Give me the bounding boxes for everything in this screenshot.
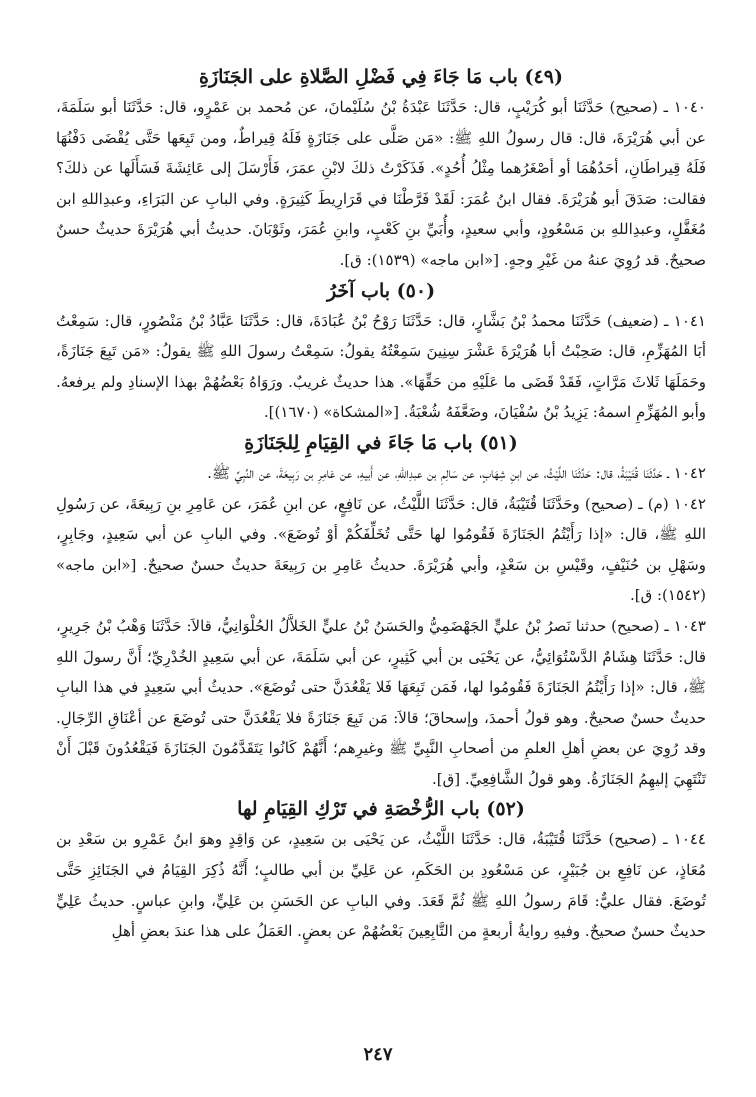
text-column bbox=[56, 62, 706, 947]
hadith-1041: ١٠٤١ ـ (ضعيف) حَدَّثَنَا محمدُ بْنُ بَشَّارٍ، قال: حَدَّثَنَا رَوْحُ بْنُ عُبَادَةَ، قال: حَدَّثَنَا عَبَّادُ بْنُ مَنْصُورٍ، قال: سَمِعْتُ أبَا المُهَزِّمِ، قال: صَحِبْتُ أبا هُرَيْرَةَ عَشْرَ سِنِينَ سَمِعْتُهُ يقولُ: سَمِعْتُ رسولَ اللهِ ﷺ يقولُ: «مَن تَبِعَ جَنَازَةً، وحَمَلَهَا ثَلاثَ مَرَّاتٍ، فَقَدْ قَضَى ما عَلَيْهِ من حَقِّهَا». هذا حديثٌ غريبٌ. ورَوَاهُ بَعْضُهُمْ بهذا الإسنادِ ولم يرفعهُ. وأبو المُهَزِّمِ اسمهُ: يَزِيدُ بْنُ سُفْيَانَ، وضَعَّفَهُ شُعْبَةُ. [«المشكاة» (١٦٧٠)]. bbox=[56, 311, 706, 422]
page-number: ٢٤٧ bbox=[363, 1044, 393, 1065]
hadith-1042m: ١٠٤٢ (م) ـ (صحيح) وحَدَّثَنَا قُتَيْبَةُ، قال: حَدَّثَنَا اللَّيْثُ، عن نَافِعٍ، عن ابنِ عُمَرَ، عن عَامِرِ بنِ رَبِيعَةَ، عن رَسُولِ اللهِ ﷺ، قال: «إذا رَأَيْتُمُ الجَنَازَةَ فَقُومُوا لها حَتَّى تُخَلِّفَكُمْ أوْ تُوضَعَ». وفي البابِ عن أبي سَعِيدٍ، وجَابِرٍ، وسَهْلِ بن حُنَيْفٍ، وقَيْسِ بن سَعْدٍ، وأبي هُرَيْرَةَ. حديثُ عَامِرِ بن رَبِيعَةَ حديثٌ حسنٌ صحيحٌ. [«ابن ماجه» (١٥٤٢): ق]. bbox=[56, 494, 706, 605]
hadith-1042: ١٠٤٢ ـ حَدَّثَنَا قُتَيْبَةُ، قال: حَدَّثَنَا اللَّيْثُ، عن ابنِ شِهَابٍ، عن سَالِمِ بن عبدِاللهِ، عن أَبيهِ، عن عَامِرِ بن رَبِيعَةَ، عن النَّبِيِّ ﷺ. bbox=[207, 463, 706, 482]
hadith-1043: ١٠٤٣ ـ (صحيح) حدثنا نَصرُ بْنُ عليٍّ الجَهْضَمِيُّ والحَسَنُ بْنُ عليٍّ الخَلاَّلُ الحُلْوَانِيُّ، قالاَ: حَدَّثَنَا وَهْبُ بْنُ جَرِيرٍ، قال: حَدَّثَنَا هِشَامٌ الدَّسْتُوَائِيُّ، عن يَحْيَى بن أبي كَثِيرٍ، عن أبي سَلَمَةَ، عن أبي سَعِيدٍ الخُدْرِيِّ؛ أَنَّ رسولَ اللهِ ﷺ، قال: «إذا رَأَيْتُمُ الجَنَازَةَ فَقُومُوا لها، فَمَن تَبِعَهَا فَلا يَقْعُدَنَّ حتى تُوضَعَ». حديثُ أبي سَعِيدٍ في هذا البابِ حديثٌ حسنٌ صحيحٌ. وهو قولُ أحمدَ، وإسحاقَ؛ قالاَ: مَن تَبِعَ جَنَازَةً فلا يَقْعُدَنَّ حتى تُوضَعَ عن أعْنَاقِ الرِّجَالِ. وقد رُوِيَ عن بعضِ أهلِ العلمِ من أصحابِ النَّبِيِّ ﷺ وغيرِهم؛ أَنَّهُمْ كَانُوا يَتَقَدَّمُونَ الجَنَازَةَ فَيَقْعُدُونَ قَبْلَ أَنْ تَنْتَهِيَ إليهِمُ الجَنَازَةُ. وهو قولُ الشَّافِعِيِّ. [ق]. bbox=[56, 616, 706, 788]
chapter-heading-50: (٥٠) باب آخَرُ bbox=[326, 279, 436, 302]
chapter-heading-51: (٥١) باب مَا جَاءَ في القِيَامِ لِلجَنَازَةِ bbox=[244, 431, 518, 454]
chapter-heading-52: (٥٢) باب الرُّخْصَةِ في تَرْكِ القِيَامِ لها bbox=[237, 798, 525, 821]
chapter-heading-49: (٤٩) باب مَا جَاءَ فِي فَضْلِ الصَّلاةِ على الجَنَازَةِ bbox=[199, 66, 563, 88]
hadith-1040: ١٠٤٠ ـ (صحيح) حَدَّثَنَا أبو كُرَيْبٍ، قال: حَدَّثَنَا عَبْدَةُ بْنُ سُلَيْمانَ، عن مُحمد بن عَمْرٍو، قال: حَدَّثَنَا أبو سَلَمَةَ، عن أبي هُرَيْرَةَ، قال: قال رسولُ اللهِ ﷺ: «مَن صَلَّى على جَنَازَةٍ فَلَهُ قِيراطٌ، ومن تَبِعَها حَتَّى يُقْضَى دَفْنُهَا فَلَهُ قِيراطَانِ، أحَدُهُمَا أو أصْغَرُهما مِثْلُ أُحُدٍ». فَذَكَرْتُ ذلكَ لابْنِ عمَرَ، فَأَرْسَلَ إلى عَائِشَةَ فَسَأَلَها عن ذلكَ؟ فقالت: صَدَقَ أبو هُرَيْرَةَ. فقال ابنُ عُمَرَ: لَقَدْ فَرَّطْنَا في قَرَارِيطَ كَثِيرَةٍ. وفي البابِ عن البَرَاءِ، وعبدِاللهِ ابن مُغَفَّلٍ، وعبدِاللهِ بن مَسْعُودٍ، وأبي سعيدٍ، وأُبَيِّ بنِ كَعْبٍ، وابنِ عُمَرَ، وثَوْبَانَ. حديثُ أبي هُرَيْرَةَ حديثٌ حسنٌ صحيحٌ. قد رُوِيَ عنهُ من غَيْرِ وجهٍ. [«ابن ماجه» (١٥٣٩): ق]. bbox=[56, 98, 706, 269]
hadith-1044: ١٠٤٤ ـ (صحيح) حَدَّثَنَا قُتَيْبَةُ، قال: حَدَّثَنَا اللَّيْثُ، عن يَحْيَى بن سَعِيدٍ، عن وَاقِدٍ وهوَ ابنُ عَمْرِو بن سَعْدِ بن مُعَاذٍ، عن نَافِعِ بن جُبَيْرٍ، عن مَسْعُودِ بن الحَكَمِ، عن عَلِيِّ بن أبي طالبٍ؛ أَنَّهُ ذُكِرَ القِيَامُ في الجَنَائِزِ حَتَّى تُوضَعَ. فقال عليٌّ: قَامَ رسولُ اللهِ ﷺ ثُمَّ قَعَدَ. وفي البابِ عن الحَسَنِ بن عَلِيٍّ، وابنِ عباسٍ. حديثُ عَلِيٍّ حديثٌ حسنٌ صحيحٌ. وفيهِ روايةُ أربعةٍ من التَّابِعِينَ بَعْضُهُمْ عن بعضٍ. العَمَلُ على هذا عندَ بعضِ أهلِ bbox=[56, 830, 706, 941]
